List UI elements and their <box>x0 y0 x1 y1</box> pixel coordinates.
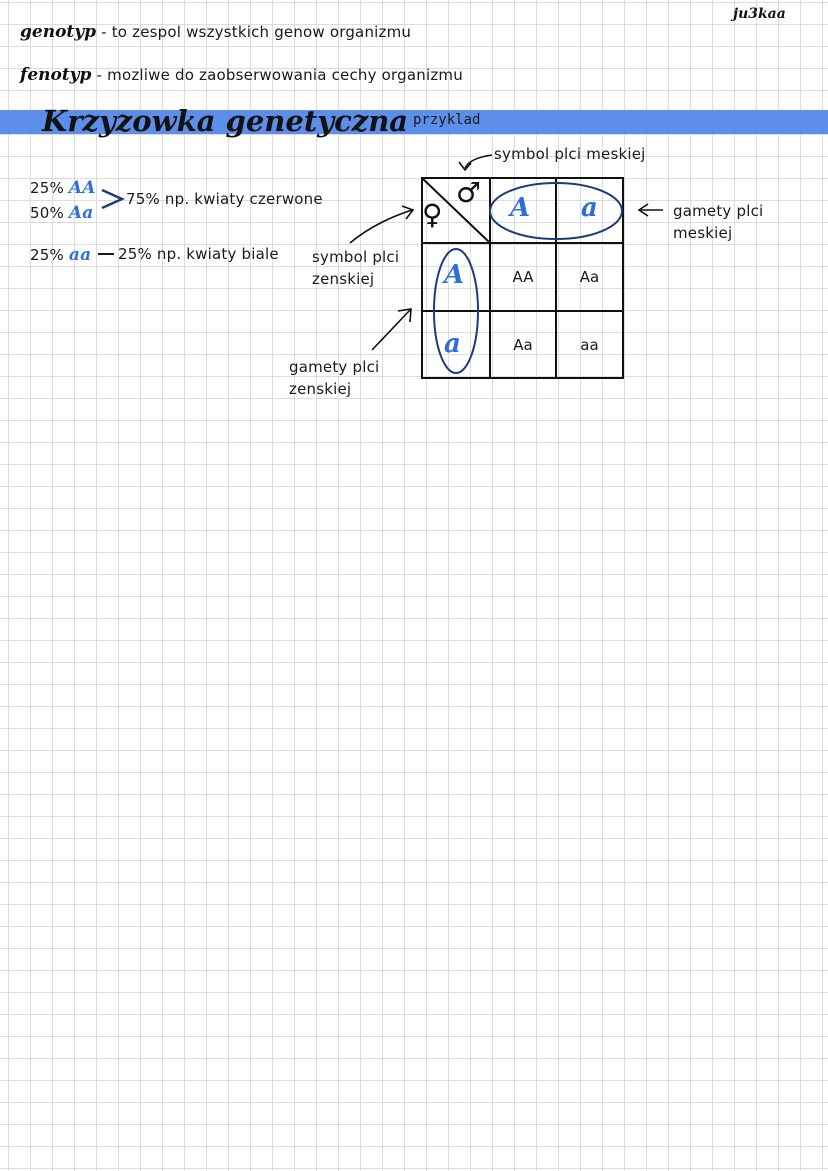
arrow-female-gametes <box>372 310 410 350</box>
offspring-cell-1-1: AA <box>512 268 534 286</box>
female-symbol-icon: ♀ <box>422 198 443 231</box>
ratio-genotype: aa <box>68 245 92 265</box>
label-male-gametes <box>673 200 763 244</box>
label-line: zenskiej <box>312 270 375 288</box>
label-male-symbol: symbol plci meskiej <box>494 145 646 163</box>
offspring-cell-2-1: Aa <box>513 336 533 354</box>
ratio-result: 25% np. kwiaty biale <box>118 245 279 263</box>
offspring-cell-2-2: aa <box>580 336 599 354</box>
definition-text: - to zespol wszystkich genow organizmu <box>101 23 412 41</box>
ratio-pct: 50% <box>30 204 64 222</box>
arrow-female-symbol <box>350 210 412 243</box>
definition-text: - mozliwe do zaobserwowania cechy organizmu <box>96 66 463 84</box>
female-gamete-a: a <box>444 329 461 359</box>
label-line: zenskiej <box>289 380 352 398</box>
ratio-genotype: Aa <box>68 203 94 223</box>
male-symbol-icon: ♂ <box>456 176 482 209</box>
ratio-pct: 25% <box>30 246 64 264</box>
label-female-gametes <box>289 356 379 400</box>
label-line: meskiej <box>673 224 733 242</box>
ratio-merged: 75% np. kwiaty czerwone <box>126 190 323 208</box>
male-gamete-a: a <box>581 193 598 223</box>
page-title: Krzyzowka genetyczna <box>42 104 409 138</box>
label-line: gamety plci <box>289 358 380 376</box>
ratio-genotype: AA <box>68 178 96 198</box>
ratio-pct: 25% <box>30 179 64 197</box>
male-gamete-A: A <box>510 193 531 223</box>
term-fenotyp: fenotyp <box>20 65 92 85</box>
label-female-symbol <box>312 246 399 290</box>
label-line: symbol plci <box>312 248 400 266</box>
term-genotyp: genotyp <box>20 22 97 42</box>
label-line: gamety plci <box>673 202 764 220</box>
offspring-cell-1-2: Aa <box>579 268 600 286</box>
merge-bracket <box>102 190 122 208</box>
author-signature: ju3kaa <box>733 6 786 22</box>
example-tag: przyklad <box>413 112 481 128</box>
female-gamete-A: A <box>444 260 465 290</box>
